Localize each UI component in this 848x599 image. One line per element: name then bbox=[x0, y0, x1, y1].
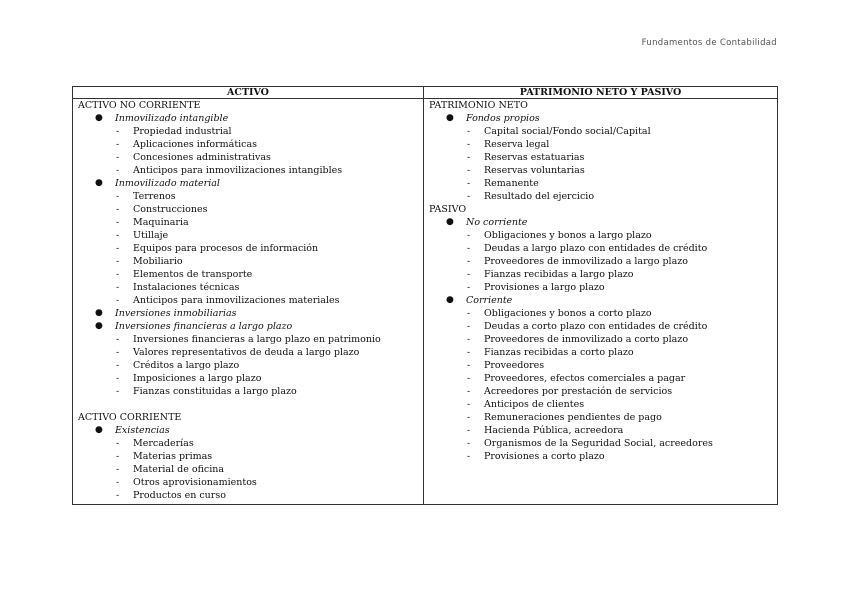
dash-icon: - bbox=[467, 386, 471, 397]
list-item-label: Utillaje bbox=[133, 230, 169, 241]
list-item bbox=[73, 437, 423, 450]
list-item-label: Deudas a corto plazo con entidades de crédito bbox=[484, 321, 708, 332]
category-fondos-propios bbox=[424, 112, 777, 125]
dash-icon: - bbox=[116, 295, 120, 306]
list-item bbox=[73, 281, 423, 294]
dash-icon: - bbox=[116, 477, 120, 488]
dash-icon: - bbox=[467, 438, 471, 449]
category-existencias bbox=[73, 424, 423, 437]
section-title-activo-no-corriente: ACTIVO NO CORRIENTE bbox=[78, 100, 201, 111]
patrimonio-pasivo-column bbox=[424, 99, 778, 505]
list-item bbox=[424, 372, 777, 385]
list-item-label: Fianzas constituidas a largo plazo bbox=[133, 386, 297, 397]
dash-icon: - bbox=[467, 399, 471, 410]
list-item-label: Productos en curso bbox=[133, 490, 226, 501]
patrimonio-pasivo-column-header: PATRIMONIO NETO Y PASIVO bbox=[424, 87, 778, 99]
category-label: Inversiones inmobiliarias bbox=[115, 308, 237, 319]
dash-icon: - bbox=[116, 256, 120, 267]
bullet-icon: ● bbox=[95, 308, 103, 318]
list-item bbox=[73, 255, 423, 268]
dash-icon: - bbox=[467, 191, 471, 202]
activo-column-header: ACTIVO bbox=[73, 87, 424, 99]
category-no-corriente bbox=[424, 216, 777, 229]
dash-icon: - bbox=[467, 451, 471, 462]
list-item bbox=[424, 164, 777, 177]
category-label: Inversiones financieras a largo plazo bbox=[115, 321, 293, 332]
list-item-label: Concesiones administrativas bbox=[133, 152, 271, 163]
list-item bbox=[73, 268, 423, 281]
list-item-label: Créditos a largo plazo bbox=[133, 360, 240, 371]
dash-icon: - bbox=[116, 191, 120, 202]
list-item bbox=[424, 437, 777, 450]
dash-icon: - bbox=[467, 269, 471, 280]
list-item bbox=[424, 177, 777, 190]
list-item-label: Obligaciones y bonos a largo plazo bbox=[484, 230, 652, 241]
list-item bbox=[424, 385, 777, 398]
category-inversiones-inmobiliarias bbox=[73, 307, 423, 320]
list-item bbox=[73, 216, 423, 229]
list-item bbox=[424, 125, 777, 138]
list-item-label: Elementos de transporte bbox=[133, 269, 253, 280]
dash-icon: - bbox=[467, 347, 471, 358]
list-item-label: Capital social/Fondo social/Capital bbox=[484, 126, 651, 137]
list-item bbox=[424, 229, 777, 242]
section-title-activo-corriente: ACTIVO CORRIENTE bbox=[78, 412, 182, 423]
list-item bbox=[424, 398, 777, 411]
list-item bbox=[424, 411, 777, 424]
list-item bbox=[424, 281, 777, 294]
list-item-label: Remanente bbox=[484, 178, 539, 189]
list-item-label: Construcciones bbox=[133, 204, 208, 215]
list-item-label: Remuneraciones pendientes de pago bbox=[484, 412, 662, 423]
category-inmovilizado-material bbox=[73, 177, 423, 190]
list-item-label: Inversiones financieras a largo plazo en patrimonio bbox=[133, 334, 381, 345]
bullet-icon: ● bbox=[95, 178, 103, 188]
list-item-label: Equipos para procesos de información bbox=[133, 243, 319, 254]
dash-icon: - bbox=[116, 347, 120, 358]
dash-icon: - bbox=[467, 334, 471, 345]
dash-icon: - bbox=[116, 165, 120, 176]
dash-icon: - bbox=[116, 230, 120, 241]
list-item-label: Valores representativos de deuda a largo plazo bbox=[133, 347, 360, 358]
category-inmovilizado-intangible bbox=[73, 112, 423, 125]
bullet-icon: ● bbox=[446, 295, 454, 305]
list-item bbox=[73, 463, 423, 476]
dash-icon: - bbox=[467, 321, 471, 332]
bullet-icon: ● bbox=[446, 113, 454, 123]
list-item-label: Proveedores bbox=[484, 360, 545, 371]
list-item bbox=[424, 307, 777, 320]
list-item-label: Fianzas recibidas a corto plazo bbox=[484, 347, 634, 358]
list-item-label: Acreedores por prestación de servicios bbox=[484, 386, 673, 397]
category-inversiones-financieras-a-largo-plazo bbox=[73, 320, 423, 333]
list-item bbox=[424, 359, 777, 372]
list-item-label: Anticipos de clientes bbox=[484, 399, 585, 410]
list-item-label: Mercaderías bbox=[133, 438, 194, 449]
page-header: Fundamentos de Contabilidad bbox=[641, 38, 777, 48]
dash-icon: - bbox=[116, 438, 120, 449]
category-label: Fondos propios bbox=[466, 113, 540, 124]
dash-icon: - bbox=[116, 269, 120, 280]
list-item-label: Anticipos para inmovilizaciones materiales bbox=[133, 295, 340, 306]
table-header-row bbox=[73, 87, 778, 99]
bullet-icon: ● bbox=[95, 113, 103, 123]
list-item-label: Material de oficina bbox=[133, 464, 225, 475]
list-item-label: Aplicaciones informáticas bbox=[133, 139, 258, 150]
category-label: Corriente bbox=[466, 295, 513, 306]
list-item-label: Proveedores de inmovilizado a corto plazo bbox=[484, 334, 689, 345]
bullet-icon: ● bbox=[95, 425, 103, 435]
section-title-pasivo: PASIVO bbox=[429, 204, 467, 215]
dash-icon: - bbox=[116, 217, 120, 228]
list-item-label: Proveedores de inmovilizado a largo plazo bbox=[484, 256, 688, 267]
dash-icon: - bbox=[467, 308, 471, 319]
list-item bbox=[424, 268, 777, 281]
list-item-label: Instalaciones técnicas bbox=[133, 282, 240, 293]
list-item-label: Reserva legal bbox=[484, 139, 550, 150]
list-item bbox=[73, 450, 423, 463]
list-item-label: Reservas estatuarias bbox=[484, 152, 585, 163]
list-item-label: Anticipos para inmovilizaciones intangibles bbox=[133, 165, 343, 176]
list-item bbox=[73, 190, 423, 203]
list-item bbox=[424, 190, 777, 203]
list-item bbox=[73, 476, 423, 489]
list-item bbox=[73, 385, 423, 398]
list-item-label: Fianzas recibidas a largo plazo bbox=[484, 269, 634, 280]
list-item-label: Materias primas bbox=[133, 451, 213, 462]
dash-icon: - bbox=[467, 412, 471, 423]
list-item-label: Proveedores, efectos comerciales a pagar bbox=[484, 373, 686, 384]
list-item bbox=[73, 125, 423, 138]
list-item bbox=[73, 242, 423, 255]
dash-icon: - bbox=[467, 373, 471, 384]
dash-icon: - bbox=[467, 230, 471, 241]
dash-icon: - bbox=[116, 282, 120, 293]
list-item-label: Terrenos bbox=[133, 191, 176, 202]
list-item-label: Obligaciones y bonos a corto plazo bbox=[484, 308, 652, 319]
dash-icon: - bbox=[467, 165, 471, 176]
dash-icon: - bbox=[116, 243, 120, 254]
list-item bbox=[424, 151, 777, 164]
list-item-label: Deudas a largo plazo con entidades de crédito bbox=[484, 243, 708, 254]
dash-icon: - bbox=[116, 126, 120, 137]
list-item-label: Otros aprovisionamientos bbox=[133, 477, 257, 488]
list-item-label: Imposiciones a largo plazo bbox=[133, 373, 262, 384]
dash-icon: - bbox=[116, 139, 120, 150]
list-item bbox=[73, 346, 423, 359]
dash-icon: - bbox=[467, 360, 471, 371]
list-item bbox=[73, 138, 423, 151]
dash-icon: - bbox=[116, 386, 120, 397]
list-item bbox=[73, 333, 423, 346]
dash-icon: - bbox=[467, 178, 471, 189]
list-item bbox=[73, 489, 423, 502]
dash-icon: - bbox=[116, 152, 120, 163]
list-item bbox=[424, 320, 777, 333]
list-item bbox=[424, 242, 777, 255]
table-body-row bbox=[73, 99, 778, 505]
dash-icon: - bbox=[116, 373, 120, 384]
category-label: Inmovilizado material bbox=[115, 178, 220, 189]
dash-icon: - bbox=[467, 425, 471, 436]
category-corriente bbox=[424, 294, 777, 307]
list-item bbox=[424, 255, 777, 268]
list-item bbox=[73, 164, 423, 177]
dash-icon: - bbox=[116, 334, 120, 345]
list-item bbox=[73, 359, 423, 372]
list-item bbox=[73, 229, 423, 242]
list-item bbox=[424, 333, 777, 346]
list-item bbox=[424, 424, 777, 437]
list-item-label: Reservas voluntarias bbox=[484, 165, 585, 176]
list-item-label: Organismos de la Seguridad Social, acreedores bbox=[484, 438, 713, 449]
list-item bbox=[424, 138, 777, 151]
list-item bbox=[73, 294, 423, 307]
activo-column bbox=[73, 99, 424, 505]
category-label: Existencias bbox=[115, 425, 170, 436]
dash-icon: - bbox=[467, 282, 471, 293]
dash-icon: - bbox=[116, 464, 120, 475]
list-item bbox=[424, 346, 777, 359]
dash-icon: - bbox=[467, 126, 471, 137]
section-title-patrimonio-neto: PATRIMONIO NETO bbox=[429, 100, 528, 111]
dash-icon: - bbox=[116, 490, 120, 501]
dash-icon: - bbox=[116, 451, 120, 462]
list-item-label: Hacienda Pública, acreedora bbox=[484, 425, 624, 436]
list-item bbox=[73, 151, 423, 164]
list-item bbox=[73, 203, 423, 216]
dash-icon: - bbox=[467, 152, 471, 163]
list-item-label: Provisiones a largo plazo bbox=[484, 282, 605, 293]
dash-icon: - bbox=[467, 256, 471, 267]
bullet-icon: ● bbox=[95, 321, 103, 331]
list-item-label: Provisiones a corto plazo bbox=[484, 451, 605, 462]
dash-icon: - bbox=[467, 243, 471, 254]
category-label: No corriente bbox=[466, 217, 528, 228]
list-item-label: Resultado del ejercicio bbox=[484, 191, 595, 202]
bullet-icon: ● bbox=[446, 217, 454, 227]
list-item-label: Mobiliario bbox=[133, 256, 183, 267]
category-label: Inmovilizado intangible bbox=[115, 113, 229, 124]
dash-icon: - bbox=[467, 139, 471, 150]
dash-icon: - bbox=[116, 360, 120, 371]
section-spacer bbox=[73, 398, 423, 411]
list-item bbox=[73, 372, 423, 385]
list-item bbox=[424, 450, 777, 463]
list-item-label: Propiedad industrial bbox=[133, 126, 232, 137]
balance-sheet-table bbox=[72, 86, 778, 505]
list-item-label: Maquinaria bbox=[133, 217, 189, 228]
dash-icon: - bbox=[116, 204, 120, 215]
